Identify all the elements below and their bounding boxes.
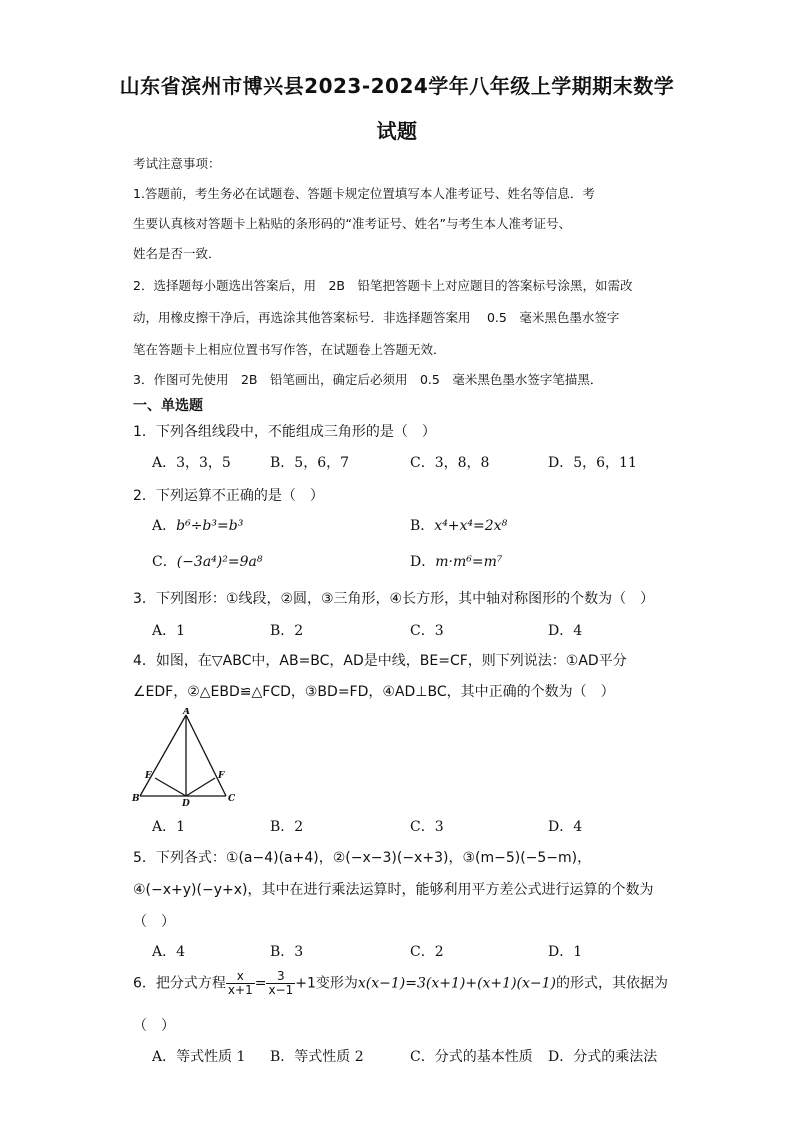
question-2-stem: 2．下列运算不正确的是（ ） (133, 488, 324, 504)
q6-stem-expr: x(x−1)=3(x+1)+(x+1)(x−1) (357, 975, 556, 992)
label-a: A (183, 708, 190, 717)
q3-option-a: A．1 (152, 623, 186, 639)
q6-fraction-2 (266, 970, 295, 997)
segment-ab (140, 715, 186, 796)
q2-option-b (410, 515, 507, 535)
q4-option-d: D．4 (548, 819, 583, 835)
question-6-stem-line1 (133, 970, 668, 997)
notice-line: 生要认真核对答题卡上粘贴的条形码的“准考证号、姓名”与考生本人准考证号、 (133, 216, 571, 231)
q5-option-d: D．1 (548, 944, 583, 960)
q6-stem-mid: +1变形为 (295, 975, 358, 992)
q4-option-c: C．3 (410, 819, 444, 835)
q6-stem-post: 的形式，其依据为 (555, 975, 668, 992)
q2-option-a-expr: b⁶÷b³=b³ (176, 518, 244, 534)
question-1-stem: 1．下列各组线段中，不能组成三角形的是（ ） (133, 424, 436, 440)
question-3-stem: 3．下列图形：①线段，②圆，③三角形，④长方形，其中轴对称图形的个数为（ ） (133, 591, 655, 607)
q2-option-a-label: A． (152, 518, 177, 534)
q2-option-a (152, 515, 243, 535)
q5-option-c: C．2 (410, 944, 444, 960)
question-6-stem-line2: （ ） (133, 1018, 175, 1034)
q3-option-c: C．3 (410, 623, 444, 639)
q2-option-c-expr: (−3a⁴)²=9a⁸ (176, 554, 263, 570)
notice-heading: 考试注意事项： (133, 156, 221, 171)
q6-option-d: D．分式的乘法法 (548, 1049, 658, 1065)
notice-line: 姓名是否一致． (133, 246, 221, 261)
q3-option-b: B．2 (270, 623, 304, 639)
q6-option-c: C．分式的基本性质 (410, 1049, 533, 1065)
q2-option-d (410, 551, 502, 571)
question-4-stem-line1: 4．如图，在▽ABC中，AB=BC，AD是中线，BE=CF，则下列说法：①AD平分 (133, 653, 627, 669)
q4-triangle-figure (130, 708, 240, 808)
q1-option-b: B．5，6，7 (270, 455, 350, 471)
q6-frac1-denominator: x+1 (227, 983, 253, 997)
exam-title-line1: 山东省滨州市博兴县2023-2024学年八年级上学期期末数学 (119, 74, 675, 98)
notice-line: 3．作图可先使用 2B 铅笔画出，确定后必须用 0.5 毫米黑色墨水签字笔描黑． (133, 372, 603, 387)
q1-option-c: C．3，8，8 (410, 455, 490, 471)
q2-option-c-label: C． (152, 554, 177, 570)
label-c: C (228, 794, 236, 804)
q2-option-d-label: D． (410, 554, 436, 570)
label-f: F (218, 771, 225, 781)
q2-option-c (152, 551, 262, 571)
question-5-stem-line3: （ ） (133, 914, 175, 930)
q6-stem-pre: 6．把分式方程 (133, 975, 226, 992)
q6-frac2-numerator: 3 (266, 970, 295, 984)
segment-ed (155, 778, 186, 796)
q4-option-b: B．2 (270, 819, 304, 835)
q6-frac2-denominator: x−1 (268, 983, 294, 997)
question-4-stem-line2: ∠EDF，②△EBD≌△FCD，③BD=FD，④AD⊥BC，其中正确的个数为（ ） (133, 684, 615, 700)
notice-line: 2．选择题每小题选出答案后，用 2B 铅笔把答题卡上对应题目的答案标号涂黑，如需改 (133, 278, 633, 293)
q6-option-b: B．等式性质 2 (270, 1049, 364, 1065)
q6-equals: = (254, 975, 267, 992)
label-b: B (132, 794, 140, 804)
question-5-stem-line1: 5．下列各式：①(a−4)(a+4)，②(−x−3)(−x+3)，③(m−5)(−5−m)， (133, 850, 592, 866)
notice-line: 1.答题前，考生务必在试题卷、答题卡规定位置填写本人准考证号、姓名等信息．考 (133, 186, 595, 201)
q1-option-a: A．3，3，5 (152, 455, 231, 471)
segment-fd (186, 778, 215, 796)
q6-frac1-numerator: x (226, 970, 255, 984)
q5-option-a: A．4 (152, 944, 186, 960)
notice-line: 笔在答题卡上相应位置书写作答，在试题卷上答题无效． (133, 342, 446, 357)
notice-line: 动，用橡皮擦干净后，再选涂其他答案标号．非选择题答案用 0.5 毫米黑色墨水签字 (133, 310, 620, 325)
q6-fraction-1 (226, 970, 255, 997)
q4-option-a: A．1 (152, 819, 186, 835)
q3-option-d: D．4 (548, 623, 583, 639)
q2-option-d-expr: m·m⁶=m⁷ (435, 554, 503, 570)
q2-option-b-expr: x⁴+x⁴=2x⁸ (434, 518, 508, 534)
label-d: D (182, 799, 190, 808)
q6-option-a: A．等式性质 1 (152, 1049, 246, 1065)
question-5-stem-line2: ④(−x+y)(−y+x)，其中在进行乘法运算时，能够利用平方差公式进行运算的个数为 (133, 882, 654, 898)
q1-option-d: D．5，6，11 (548, 455, 637, 471)
label-e: E (145, 771, 152, 781)
q2-option-b-label: B． (410, 518, 435, 534)
q5-option-b: B．3 (270, 944, 304, 960)
exam-title-line2: 试题 (376, 119, 418, 143)
section-heading-single-choice: 一、单选题 (133, 398, 203, 414)
